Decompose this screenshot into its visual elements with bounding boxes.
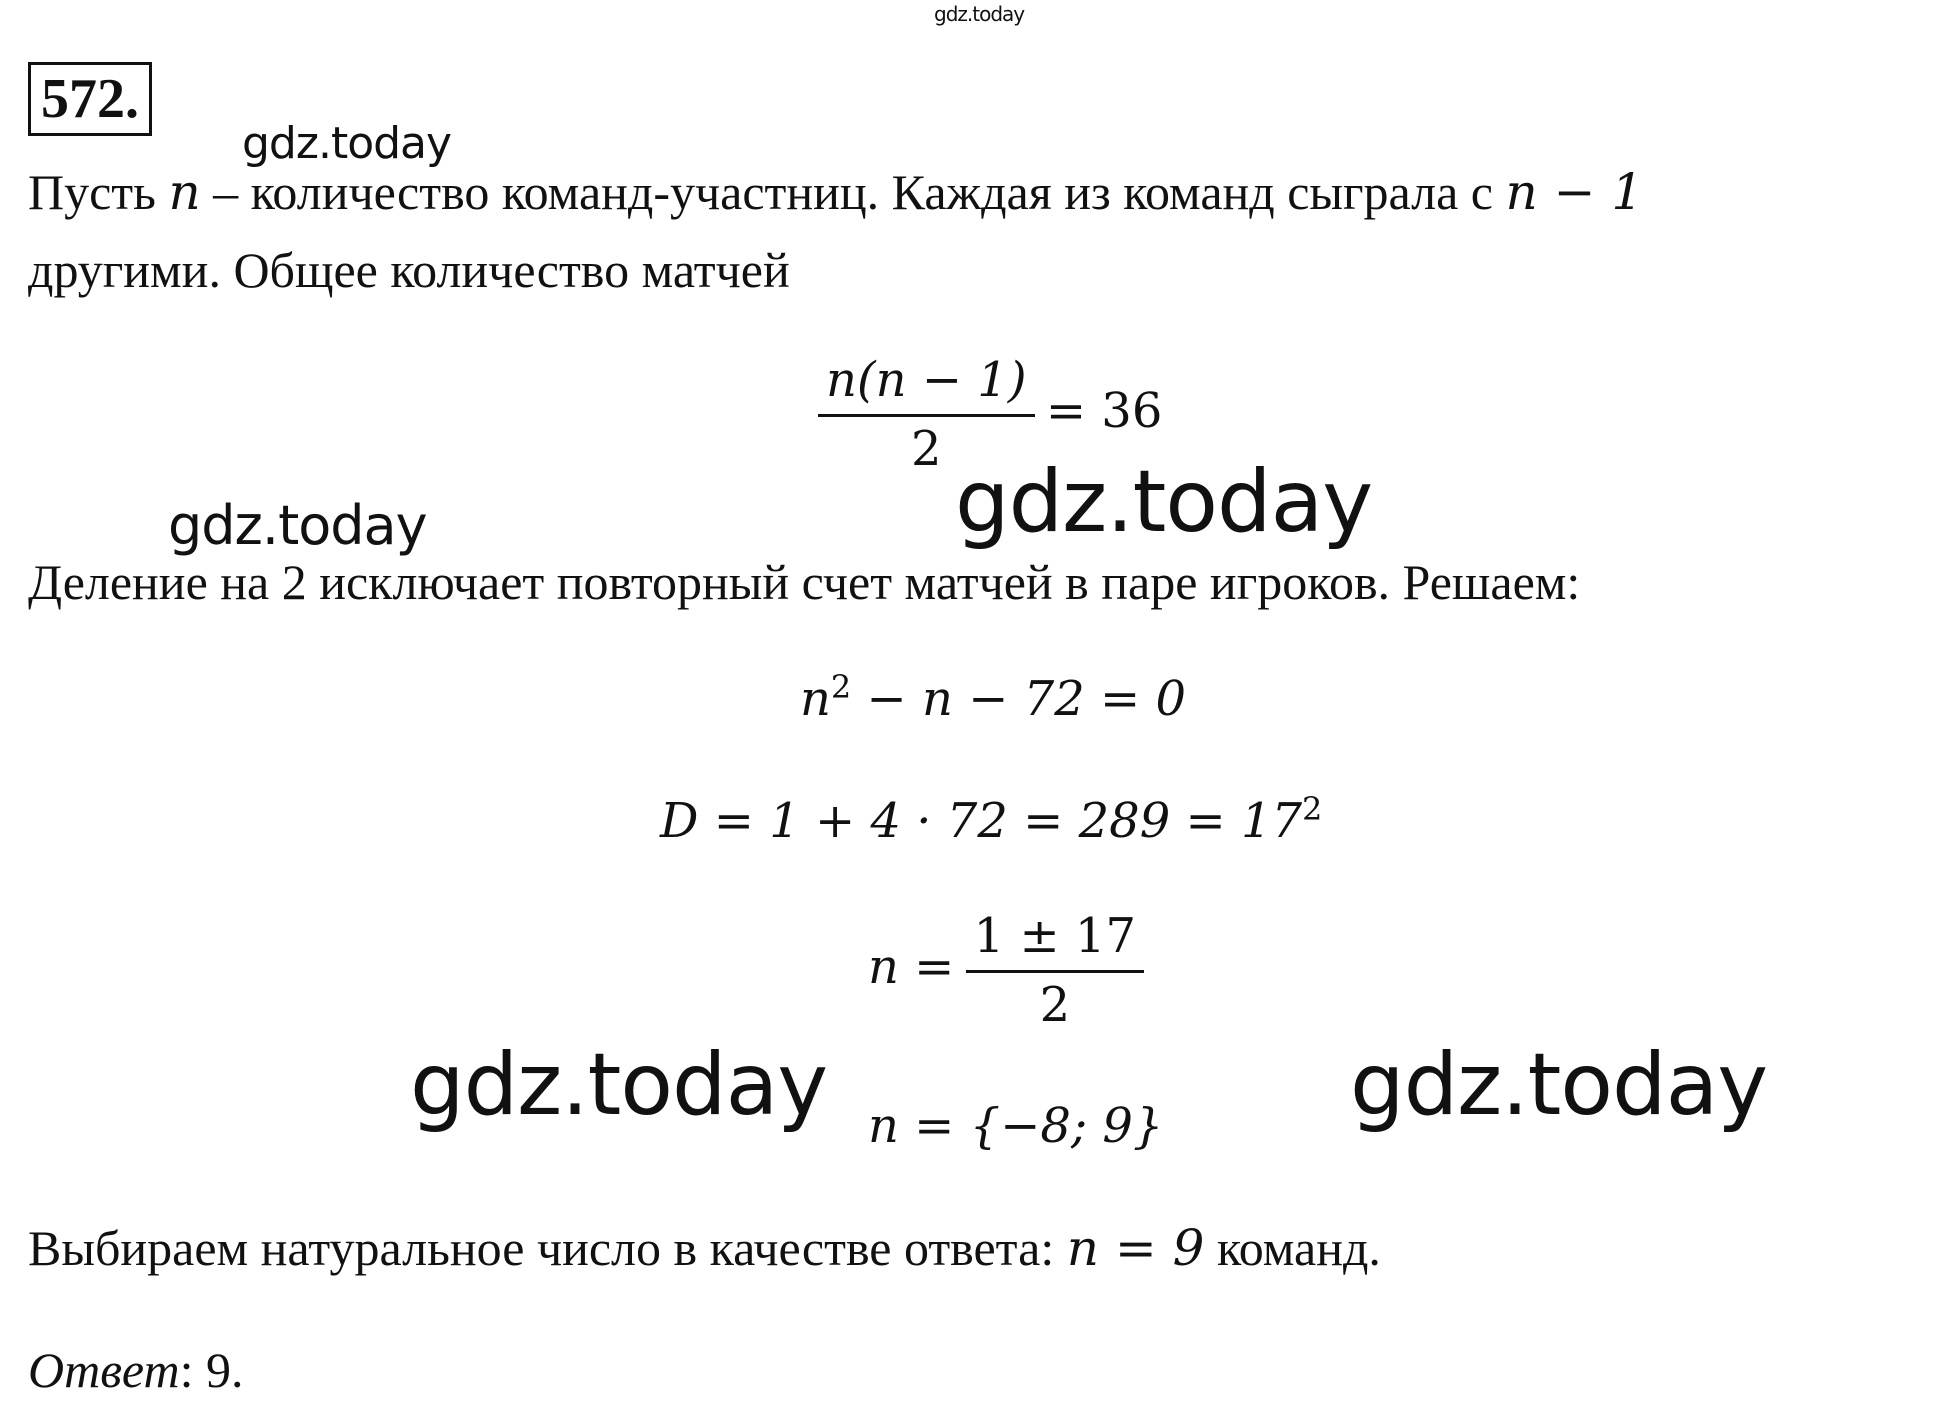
watermark-small-2: gdz.today xyxy=(168,494,427,557)
discriminant-exponent: 2 xyxy=(1302,790,1323,828)
fraction-denominator: 2 xyxy=(818,414,1035,477)
paragraph-1-line-2: другими. Общее количество матчей xyxy=(28,242,790,298)
quadratic-base: n xyxy=(800,671,831,727)
roots-numerator: 1 ± 17 xyxy=(973,908,1137,964)
discriminant-expression: D = 1 + 4 · 72 = 289 = 17 xyxy=(660,793,1303,849)
paragraph-1-text-b: – количество команд-участниц. Каждая из команд сыграла с xyxy=(200,164,1506,220)
watermark-small-1: gdz.today xyxy=(242,118,452,169)
equation-matches xyxy=(822,352,1162,477)
roots-denominator: 2 xyxy=(966,970,1144,1033)
paragraph-3-text: Выбираем натуральное число в качестве ответа: xyxy=(28,1220,1067,1276)
watermark-large-2: gdz.today xyxy=(410,1035,828,1135)
variable-n: n xyxy=(168,163,201,221)
watermark-top: gdz.today xyxy=(934,2,1025,26)
roots-fraction xyxy=(970,908,1140,1033)
fraction-matches xyxy=(822,352,1031,477)
watermark-large-1: gdz.today xyxy=(955,452,1373,552)
fraction-numerator: n(n − 1) xyxy=(826,352,1027,408)
equation-quadratic xyxy=(800,668,1186,727)
paragraph-3-expression: n = 9 xyxy=(1066,1219,1205,1277)
paragraph-2: Деление на 2 исключает повторный счет матчей в паре игроков. Решаем: xyxy=(28,554,1581,610)
roots-lhs: n = xyxy=(868,939,970,995)
quadratic-rest: − n − 72 = 0 xyxy=(851,671,1187,727)
equation-rhs: = 36 xyxy=(1045,383,1163,439)
equation-roots-formula xyxy=(868,908,1140,1033)
equation-roots: n = {−8; 9} xyxy=(868,1098,1164,1154)
paragraph-3-tail: команд. xyxy=(1204,1220,1381,1276)
quadratic-exponent: 2 xyxy=(830,668,852,706)
paragraph-3 xyxy=(28,1218,1381,1278)
expression-n-minus-1: n − 1 xyxy=(1505,163,1644,221)
equation-discriminant xyxy=(660,790,1322,849)
problem-number: 572. xyxy=(28,62,152,136)
answer-line xyxy=(28,1340,243,1400)
paragraph-1-line-1 xyxy=(28,162,1643,222)
watermark-large-3: gdz.today xyxy=(1350,1035,1768,1135)
answer-label: Ответ xyxy=(28,1342,180,1398)
answer-value: : 9. xyxy=(179,1342,244,1398)
paragraph-1-text-a: Пусть xyxy=(28,164,169,220)
